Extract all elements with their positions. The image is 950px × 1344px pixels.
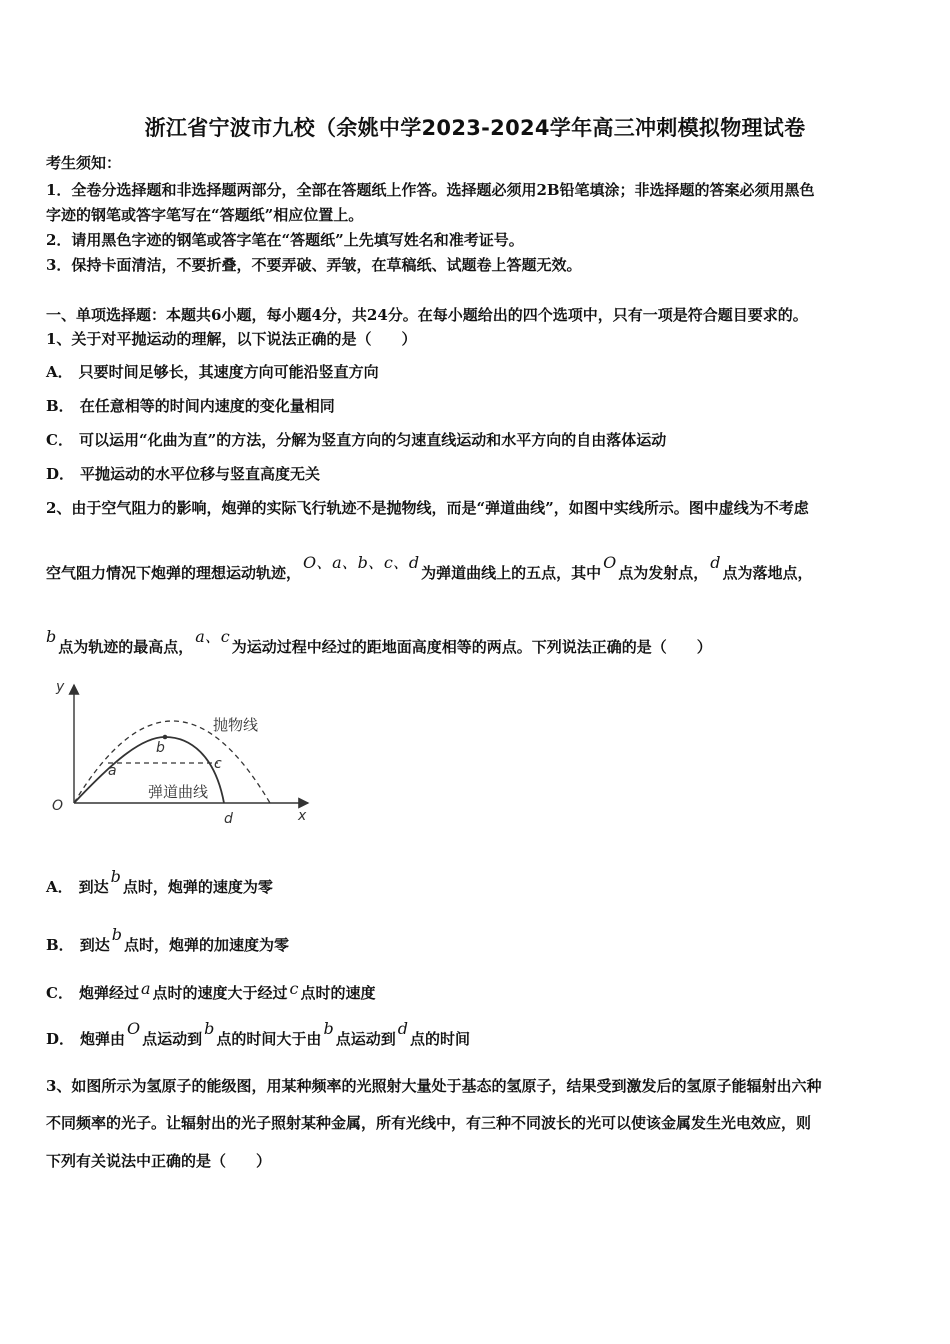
notice-item: 2．请用黑色字迹的钢笔或答字笔在“答题纸”上先填写姓名和准考证号。	[46, 231, 524, 249]
x-axis-label: x	[298, 808, 307, 824]
question-3-line: 不同频率的光子。让辐射出的光子照射某种金属，所有光线中，有三种不同波长的光可以使该金属发生光电效应，则	[46, 1114, 812, 1132]
notice-item: 3．保持卡面清洁，不要折叠，不要弄破、弄皱，在草稿纸、试题卷上答题无效。	[46, 256, 582, 274]
section-heading: 一、单项选择题：本题共6小题，每小题4分，共24分。在每小题给出的四个选项中，只有一项是符合题目要求的。	[46, 306, 808, 324]
y-axis-label: y	[56, 679, 65, 695]
q2-option-c: C． 炮弹经过 a 点时的速度大于经过 c 点时的速度	[46, 979, 376, 1002]
q2-option-d: D． 炮弹由O点运动到b点的时间大于由b点运动到d点的时间	[46, 1019, 470, 1048]
question-2-line-1: 2、由于空气阻力的影响，炮弹的实际飞行轨迹不是抛物线，而是“弹道曲线”，如图中实线所示。图中虚线为不考虑	[46, 499, 809, 517]
origin-label: O	[52, 798, 64, 814]
notice-heading: 考生须知：	[46, 154, 122, 172]
question-1-stem: 1、关于对平抛运动的理解，以下说法正确的是（ ）	[46, 330, 417, 348]
q2-option-b: B． 到达b点时，炮弹的加速度为零	[46, 925, 289, 954]
point-c-label: c	[214, 756, 222, 772]
notice-item: 1．全卷分选择题和非选择题两部分，全部在答题纸上作答。选择题必须用2B铅笔填涂；非选择题的答案必须用黑色	[46, 181, 815, 199]
question-2-line-3: b点为轨迹的最高点，a、c为运动过程中经过的距地面高度相等的两点。下列说法正确的是（ ）	[46, 627, 712, 656]
point-b-dot	[163, 735, 168, 740]
point-b-label: b	[156, 740, 165, 756]
q1-option-a: A． 只要时间足够长，其速度方向可能沿竖直方向	[46, 363, 379, 381]
q1-option-b: B． 在任意相等的时间内速度的变化量相同	[46, 397, 335, 415]
q1-option-d: D． 平抛运动的水平位移与竖直高度无关	[46, 465, 321, 483]
trajectory-figure	[40, 675, 320, 835]
q2-option-a: A． 到达b点时，炮弹的速度为零	[46, 867, 273, 896]
q1-option-c: C． 可以运用“化曲为直”的方法，分解为竖直方向的匀速直线运动和水平方向的自由落体运动	[46, 431, 667, 449]
question-3-line: 下列有关说法中正确的是（ ）	[46, 1152, 272, 1170]
point-d-label: d	[224, 811, 233, 827]
ballistic-label: 弹道曲线	[148, 783, 209, 801]
page-title: 浙江省宁波市九校（余姚中学2023-2024学年高三冲刺模拟物理试卷	[144, 116, 806, 140]
parabola-label: 抛物线	[213, 716, 259, 734]
question-2-line-2: 空气阻力情况下炮弹的理想运动轨迹，O、a、b、c、d为弹道曲线上的五点，其中O点为发射点，d点为落地点，	[46, 553, 813, 582]
point-a-label: a	[108, 763, 117, 779]
question-3-line: 3、如图所示为氢原子的能级图，用某种频率的光照射大量处于基态的氢原子，结果受到激发后的氢原子能辐射出六种	[46, 1077, 822, 1095]
notice-item: 字迹的钢笔或答字笔写在“答题纸”相应位置上。	[46, 206, 364, 224]
